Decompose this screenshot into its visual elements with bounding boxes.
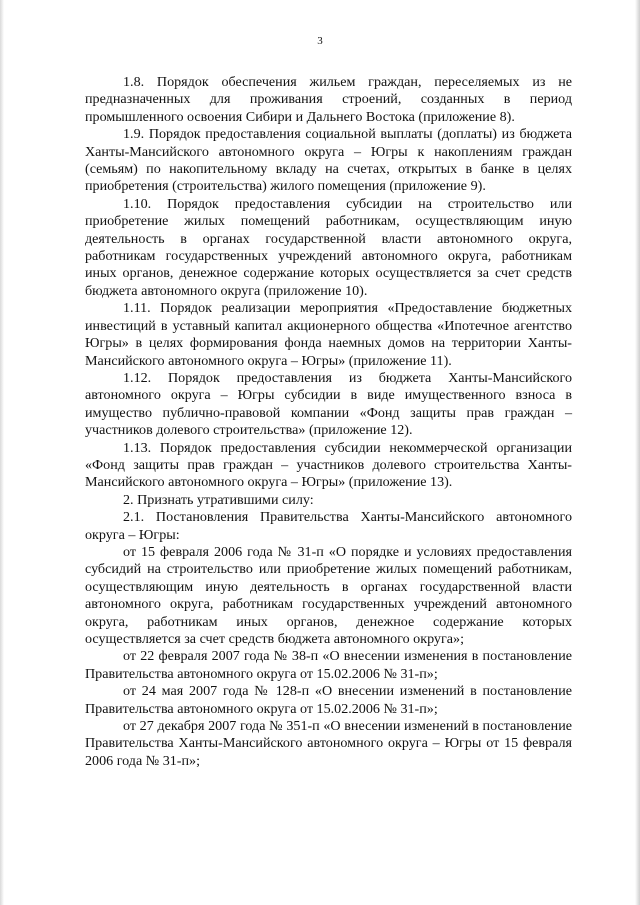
- scan-edge-left: [0, 0, 4, 905]
- document-body: [85, 74, 572, 770]
- list-item-resolution-128p: от 24 мая 2007 года № 128-п «О внесении изменений в постановление Правительства автономного округа от 15.02.2006 № 31-п»;: [85, 683, 572, 717]
- paragraph-1-13: 1.13. Порядок предоставления субсидии некоммерческой организации «Фонд защиты прав граждан – участников долевого строительства Ханты-Мансийского автономного округа – Югры» (приложение 13).: [85, 439, 572, 491]
- paragraph-2: 2. Признать утратившими силу:: [123, 491, 314, 508]
- paragraph-1-10: 1.10. Порядок предоставления субсидии на строительство или приобретение жилых помещений работникам, осуществляющим иную деятельность в органах государственной власти автономного округа, работникам государственных учреждений автономного округа, работникам иных органов, денежное содержание которых осуществляется за счет средств бюджета автономного округа (приложение 10).: [85, 195, 572, 299]
- paragraph-1-11: 1.11. Порядок реализации мероприятия «Предоставление бюджетных инвестиций в уставный капитал акционерного общества «Ипотечное агентство Югры» в целях формирования фонда наемных домов на территории Ханты-Мансийского автономного округа – Югры» (приложение 11).: [85, 300, 572, 369]
- paragraph-1-8: 1.8. Порядок обеспечения жильем граждан, переселяемых из не предназначенных для проживания строений, созданных в период промышленного освоения Сибири и Дальнего Востока (приложение 8).: [85, 74, 572, 125]
- list-item-resolution-38p: от 22 февраля 2007 года № 38-п «О внесении изменения в постановление Правительства автономного округа от 15.02.2006 № 31-п»;: [85, 648, 572, 682]
- paragraph-2-1: 2.1. Постановления Правительства Ханты-Мансийского автономного округа – Югры:: [85, 509, 572, 543]
- scan-edge-right: [635, 0, 640, 905]
- list-item-resolution-31p: от 15 февраля 2006 года № 31-п «О порядке и условиях предоставления субсидий на строительство или приобретение жилых помещений работникам, осуществляющим иную деятельность в органах государственной власти автономного округа, работникам государственных учреждений автономного округа, работникам иных органов, денежное содержание которых осуществляется за счет средств бюджета автономного округа»;: [85, 543, 572, 647]
- paragraph-1-12: 1.12. Порядок предоставления из бюджета Ханты-Мансийского автономного округа – Югры субсидии в виде имущественного взноса в имущество публично-правовой компании «Фонд защиты прав граждан – участников долевого строительства» (приложение 12).: [85, 369, 572, 439]
- paragraph-1-9: 1.9. Порядок предоставления социальной выплаты (доплаты) из бюджета Ханты-Мансийского автономного округа – Югры к накоплениям граждан (семьям) по накопительному вкладу на счетах, открытых в банке в целях приобретения (строительства) жилого помещения (приложение 9).: [85, 126, 572, 195]
- list-item-resolution-351p: от 27 декабря 2007 года № 351-п «О внесении изменений в постановление Правительства Ханты-Мансийского автономного округа – Югры от 15 февраля 2006 года № 31-п»;: [85, 718, 572, 769]
- page-number: 3: [317, 35, 323, 47]
